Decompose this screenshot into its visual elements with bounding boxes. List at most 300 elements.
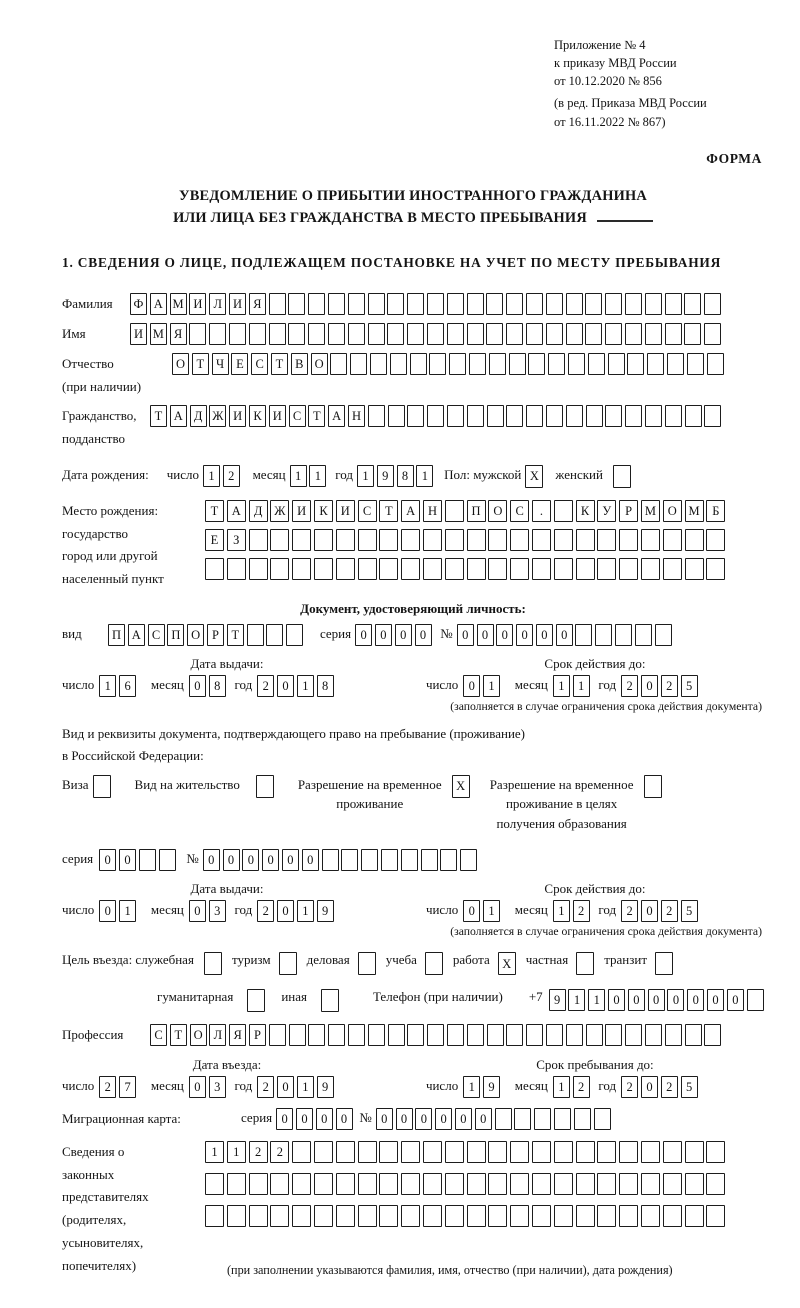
char-cell[interactable] [641, 1205, 660, 1227]
char-cell[interactable]: 0 [223, 849, 240, 871]
char-cell[interactable]: 0 [296, 1108, 313, 1130]
char-cell[interactable] [341, 849, 358, 871]
char-cell[interactable] [635, 624, 652, 646]
char-cell[interactable] [554, 1173, 573, 1195]
char-cell[interactable] [205, 1173, 224, 1195]
char-cell[interactable] [619, 558, 638, 580]
char-cell[interactable]: У [597, 500, 616, 522]
checkbox[interactable] [204, 952, 222, 975]
char-cell[interactable] [526, 293, 543, 315]
char-cell[interactable]: Д [190, 405, 207, 427]
char-cell[interactable]: И [189, 293, 206, 315]
char-cell[interactable] [554, 1141, 573, 1163]
char-cell[interactable] [407, 1024, 424, 1046]
char-cell[interactable] [663, 1173, 682, 1195]
char-cell[interactable] [401, 849, 418, 871]
char-cell[interactable]: 1 [463, 1076, 480, 1098]
char-cell[interactable] [423, 1205, 442, 1227]
char-cell[interactable]: 1 [297, 900, 314, 922]
char-cell[interactable]: 9 [317, 900, 334, 922]
char-cell[interactable]: М [641, 500, 660, 522]
char-cell[interactable]: А [150, 293, 167, 315]
char-cell[interactable] [510, 1173, 529, 1195]
char-cell[interactable]: 0 [455, 1108, 472, 1130]
char-cell[interactable] [139, 849, 156, 871]
char-cell[interactable] [685, 1141, 704, 1163]
char-cell[interactable] [528, 353, 545, 375]
checkbox[interactable] [644, 775, 662, 798]
char-cell[interactable]: О [663, 500, 682, 522]
char-cell[interactable]: Д [249, 500, 268, 522]
char-cell[interactable] [641, 529, 660, 551]
char-cell[interactable]: Т [192, 353, 209, 375]
char-cell[interactable]: 0 [355, 624, 372, 646]
char-cell[interactable] [663, 1141, 682, 1163]
char-cell[interactable] [445, 558, 464, 580]
char-cell[interactable] [506, 323, 523, 345]
char-cell[interactable]: М [685, 500, 704, 522]
char-cell[interactable] [665, 293, 682, 315]
char-cell[interactable] [706, 1141, 725, 1163]
char-cell[interactable]: И [292, 500, 311, 522]
char-cell[interactable] [645, 1024, 662, 1046]
char-cell[interactable] [209, 323, 226, 345]
char-cell[interactable]: 2 [573, 900, 590, 922]
char-cell[interactable] [488, 1173, 507, 1195]
char-cell[interactable]: О [172, 353, 189, 375]
char-cell[interactable] [597, 1173, 616, 1195]
char-cell[interactable] [467, 529, 486, 551]
char-cell[interactable] [361, 849, 378, 871]
char-cell[interactable]: 1 [309, 465, 326, 487]
char-cell[interactable]: Т [308, 405, 325, 427]
char-cell[interactable]: С [510, 500, 529, 522]
char-cell[interactable]: Я [249, 293, 266, 315]
char-cell[interactable] [685, 1024, 702, 1046]
char-cell[interactable]: 0 [415, 624, 432, 646]
char-cell[interactable]: О [187, 624, 204, 646]
char-cell[interactable] [619, 529, 638, 551]
char-cell[interactable] [594, 1108, 611, 1130]
char-cell[interactable] [595, 624, 612, 646]
char-cell[interactable] [330, 353, 347, 375]
char-cell[interactable] [506, 1024, 523, 1046]
char-cell[interactable] [488, 1141, 507, 1163]
char-cell[interactable] [289, 1024, 306, 1046]
char-cell[interactable] [314, 1173, 333, 1195]
char-cell[interactable] [510, 1141, 529, 1163]
char-cell[interactable] [488, 529, 507, 551]
char-cell[interactable] [687, 353, 704, 375]
char-cell[interactable]: 0 [707, 989, 724, 1011]
char-cell[interactable] [269, 1024, 286, 1046]
char-cell[interactable] [597, 1141, 616, 1163]
char-cell[interactable]: И [130, 323, 147, 345]
char-cell[interactable]: 0 [203, 849, 220, 871]
char-cell[interactable]: А [328, 405, 345, 427]
char-cell[interactable] [532, 529, 551, 551]
char-cell[interactable]: К [249, 405, 266, 427]
char-cell[interactable] [379, 529, 398, 551]
char-cell[interactable] [625, 323, 642, 345]
char-cell[interactable] [546, 323, 563, 345]
char-cell[interactable] [605, 405, 622, 427]
char-cell[interactable] [269, 293, 286, 315]
char-cell[interactable]: 0 [477, 624, 494, 646]
char-cell[interactable] [665, 405, 682, 427]
char-cell[interactable] [308, 1024, 325, 1046]
char-cell[interactable]: 0 [435, 1108, 452, 1130]
char-cell[interactable] [546, 405, 563, 427]
char-cell[interactable] [322, 849, 339, 871]
char-cell[interactable] [447, 405, 464, 427]
char-cell[interactable]: 0 [628, 989, 645, 1011]
char-cell[interactable]: С [289, 405, 306, 427]
char-cell[interactable]: 0 [276, 1108, 293, 1130]
char-cell[interactable] [704, 405, 721, 427]
char-cell[interactable] [605, 1024, 622, 1046]
char-cell[interactable] [388, 405, 405, 427]
char-cell[interactable]: И [229, 405, 246, 427]
char-cell[interactable] [314, 1205, 333, 1227]
char-cell[interactable] [328, 1024, 345, 1046]
char-cell[interactable] [269, 323, 286, 345]
char-cell[interactable] [292, 1141, 311, 1163]
char-cell[interactable]: И [269, 405, 286, 427]
char-cell[interactable] [489, 353, 506, 375]
checkbox[interactable] [425, 952, 443, 975]
char-cell[interactable] [597, 558, 616, 580]
char-cell[interactable]: 0 [667, 989, 684, 1011]
char-cell[interactable] [445, 1173, 464, 1195]
char-cell[interactable]: В [291, 353, 308, 375]
char-cell[interactable] [685, 558, 704, 580]
char-cell[interactable] [368, 293, 385, 315]
char-cell[interactable]: 2 [257, 675, 274, 697]
char-cell[interactable]: 9 [377, 465, 394, 487]
char-cell[interactable] [576, 1141, 595, 1163]
char-cell[interactable] [348, 1024, 365, 1046]
char-cell[interactable] [576, 1205, 595, 1227]
char-cell[interactable] [229, 323, 246, 345]
char-cell[interactable]: 2 [621, 900, 638, 922]
char-cell[interactable] [388, 1024, 405, 1046]
char-cell[interactable]: С [358, 500, 377, 522]
char-cell[interactable] [292, 558, 311, 580]
char-cell[interactable] [747, 989, 764, 1011]
char-cell[interactable]: 0 [189, 675, 206, 697]
char-cell[interactable] [249, 1205, 268, 1227]
char-cell[interactable] [532, 1205, 551, 1227]
char-cell[interactable] [597, 1205, 616, 1227]
char-cell[interactable] [370, 353, 387, 375]
char-cell[interactable]: 1 [553, 900, 570, 922]
char-cell[interactable] [532, 1173, 551, 1195]
char-cell[interactable] [554, 558, 573, 580]
char-cell[interactable]: Т [205, 500, 224, 522]
char-cell[interactable]: Р [207, 624, 224, 646]
char-cell[interactable] [292, 1205, 311, 1227]
char-cell[interactable] [358, 558, 377, 580]
char-cell[interactable] [227, 1205, 246, 1227]
char-cell[interactable] [440, 849, 457, 871]
char-cell[interactable] [288, 293, 305, 315]
char-cell[interactable]: Ч [212, 353, 229, 375]
char-cell[interactable] [684, 293, 701, 315]
char-cell[interactable] [292, 1173, 311, 1195]
char-cell[interactable] [423, 1173, 442, 1195]
char-cell[interactable]: 0 [641, 1076, 658, 1098]
char-cell[interactable]: 1 [553, 1076, 570, 1098]
char-cell[interactable] [368, 1024, 385, 1046]
char-cell[interactable] [704, 1024, 721, 1046]
char-cell[interactable] [627, 353, 644, 375]
char-cell[interactable]: 2 [621, 675, 638, 697]
char-cell[interactable]: 2 [257, 1076, 274, 1098]
char-cell[interactable] [706, 529, 725, 551]
char-cell[interactable] [685, 405, 702, 427]
char-cell[interactable] [585, 293, 602, 315]
char-cell[interactable]: 5 [681, 900, 698, 922]
char-cell[interactable] [619, 1173, 638, 1195]
char-cell[interactable] [249, 323, 266, 345]
char-cell[interactable]: Н [423, 500, 442, 522]
char-cell[interactable] [546, 293, 563, 315]
char-cell[interactable]: И [336, 500, 355, 522]
char-cell[interactable]: 0 [119, 849, 136, 871]
char-cell[interactable] [645, 293, 662, 315]
char-cell[interactable]: 0 [376, 1108, 393, 1130]
char-cell[interactable] [205, 558, 224, 580]
char-cell[interactable]: 2 [621, 1076, 638, 1098]
char-cell[interactable]: 0 [396, 1108, 413, 1130]
char-cell[interactable]: 1 [357, 465, 374, 487]
char-cell[interactable] [358, 1173, 377, 1195]
char-cell[interactable] [510, 529, 529, 551]
char-cell[interactable] [308, 293, 325, 315]
char-cell[interactable]: А [128, 624, 145, 646]
char-cell[interactable] [467, 1141, 486, 1163]
char-cell[interactable]: П [108, 624, 125, 646]
char-cell[interactable] [625, 1024, 642, 1046]
char-cell[interactable] [706, 558, 725, 580]
char-cell[interactable]: 0 [687, 989, 704, 1011]
char-cell[interactable]: 1 [483, 900, 500, 922]
char-cell[interactable] [227, 1173, 246, 1195]
char-cell[interactable]: 3 [209, 900, 226, 922]
char-cell[interactable] [534, 1108, 551, 1130]
char-cell[interactable]: 1 [416, 465, 433, 487]
char-cell[interactable] [379, 1173, 398, 1195]
char-cell[interactable] [647, 353, 664, 375]
char-cell[interactable]: 2 [661, 900, 678, 922]
char-cell[interactable] [510, 558, 529, 580]
char-cell[interactable]: Ф [130, 293, 147, 315]
char-cell[interactable] [336, 1141, 355, 1163]
char-cell[interactable]: П [167, 624, 184, 646]
char-cell[interactable] [566, 293, 583, 315]
char-cell[interactable] [368, 323, 385, 345]
char-cell[interactable]: 1 [483, 675, 500, 697]
char-cell[interactable] [270, 529, 289, 551]
char-cell[interactable] [663, 529, 682, 551]
char-cell[interactable] [576, 1173, 595, 1195]
char-cell[interactable] [704, 323, 721, 345]
char-cell[interactable]: Р [619, 500, 638, 522]
char-cell[interactable]: 2 [661, 1076, 678, 1098]
char-cell[interactable]: М [170, 293, 187, 315]
char-cell[interactable] [707, 353, 724, 375]
checkbox[interactable]: X [498, 952, 516, 975]
char-cell[interactable] [706, 1173, 725, 1195]
char-cell[interactable] [645, 323, 662, 345]
char-cell[interactable] [358, 529, 377, 551]
char-cell[interactable] [526, 1024, 543, 1046]
char-cell[interactable] [548, 353, 565, 375]
char-cell[interactable]: 2 [661, 675, 678, 697]
char-cell[interactable]: 0 [556, 624, 573, 646]
char-cell[interactable] [358, 1205, 377, 1227]
char-cell[interactable]: Р [249, 1024, 266, 1046]
char-cell[interactable] [358, 1141, 377, 1163]
char-cell[interactable] [554, 529, 573, 551]
char-cell[interactable]: 2 [257, 900, 274, 922]
char-cell[interactable]: 0 [463, 675, 480, 697]
char-cell[interactable] [506, 293, 523, 315]
char-cell[interactable] [336, 529, 355, 551]
char-cell[interactable] [445, 1205, 464, 1227]
char-cell[interactable] [288, 323, 305, 345]
char-cell[interactable]: З [227, 529, 246, 551]
char-cell[interactable] [532, 1141, 551, 1163]
char-cell[interactable] [597, 529, 616, 551]
checkbox[interactable]: X [452, 775, 470, 798]
checkbox[interactable] [358, 952, 376, 975]
char-cell[interactable]: А [170, 405, 187, 427]
char-cell[interactable] [566, 1024, 583, 1046]
char-cell[interactable]: 0 [282, 849, 299, 871]
char-cell[interactable] [407, 293, 424, 315]
char-cell[interactable] [447, 1024, 464, 1046]
char-cell[interactable] [467, 1173, 486, 1195]
char-cell[interactable] [427, 1024, 444, 1046]
char-cell[interactable] [427, 405, 444, 427]
char-cell[interactable] [292, 529, 311, 551]
char-cell[interactable] [410, 353, 427, 375]
char-cell[interactable] [336, 1205, 355, 1227]
checkbox[interactable] [256, 775, 274, 798]
char-cell[interactable]: Е [231, 353, 248, 375]
char-cell[interactable] [328, 323, 345, 345]
char-cell[interactable] [586, 405, 603, 427]
char-cell[interactable] [605, 323, 622, 345]
char-cell[interactable]: С [148, 624, 165, 646]
char-cell[interactable] [286, 624, 303, 646]
char-cell[interactable] [554, 500, 573, 522]
char-cell[interactable] [641, 1141, 660, 1163]
char-cell[interactable]: 3 [209, 1076, 226, 1098]
char-cell[interactable]: 0 [262, 849, 279, 871]
char-cell[interactable] [641, 1173, 660, 1195]
char-cell[interactable]: 0 [415, 1108, 432, 1130]
char-cell[interactable] [625, 293, 642, 315]
char-cell[interactable] [447, 293, 464, 315]
char-cell[interactable] [568, 353, 585, 375]
char-cell[interactable] [665, 323, 682, 345]
char-cell[interactable]: Л [209, 293, 226, 315]
char-cell[interactable] [645, 405, 662, 427]
char-cell[interactable]: Б [706, 500, 725, 522]
char-cell[interactable]: 0 [496, 624, 513, 646]
char-cell[interactable]: М [150, 323, 167, 345]
char-cell[interactable] [685, 529, 704, 551]
char-cell[interactable]: 0 [277, 1076, 294, 1098]
char-cell[interactable]: 2 [99, 1076, 116, 1098]
char-cell[interactable] [387, 293, 404, 315]
char-cell[interactable] [488, 558, 507, 580]
char-cell[interactable]: 0 [536, 624, 553, 646]
char-cell[interactable] [314, 529, 333, 551]
char-cell[interactable] [467, 293, 484, 315]
char-cell[interactable]: 0 [242, 849, 259, 871]
char-cell[interactable]: 0 [189, 900, 206, 922]
char-cell[interactable] [574, 1108, 591, 1130]
char-cell[interactable] [509, 353, 526, 375]
char-cell[interactable]: 0 [641, 675, 658, 697]
char-cell[interactable] [249, 1173, 268, 1195]
char-cell[interactable] [390, 353, 407, 375]
char-cell[interactable]: . [532, 500, 551, 522]
char-cell[interactable]: 8 [209, 675, 226, 697]
char-cell[interactable]: 0 [189, 1076, 206, 1098]
char-cell[interactable]: 0 [648, 989, 665, 1011]
char-cell[interactable] [421, 849, 438, 871]
char-cell[interactable] [663, 1205, 682, 1227]
char-cell[interactable] [486, 293, 503, 315]
char-cell[interactable]: К [576, 500, 595, 522]
char-cell[interactable] [401, 1141, 420, 1163]
char-cell[interactable] [685, 1205, 704, 1227]
char-cell[interactable]: 9 [317, 1076, 334, 1098]
checkbox[interactable] [613, 465, 631, 488]
char-cell[interactable]: Н [348, 405, 365, 427]
char-cell[interactable] [510, 1205, 529, 1227]
char-cell[interactable]: 5 [681, 675, 698, 697]
char-cell[interactable]: 8 [317, 675, 334, 697]
char-cell[interactable]: 2 [249, 1141, 268, 1163]
char-cell[interactable] [270, 1173, 289, 1195]
char-cell[interactable] [684, 323, 701, 345]
char-cell[interactable]: Т [271, 353, 288, 375]
char-cell[interactable]: 2 [270, 1141, 289, 1163]
char-cell[interactable] [387, 323, 404, 345]
char-cell[interactable] [336, 558, 355, 580]
char-cell[interactable] [605, 293, 622, 315]
checkbox[interactable] [576, 952, 594, 975]
char-cell[interactable] [328, 293, 345, 315]
checkbox[interactable] [321, 989, 339, 1012]
char-cell[interactable] [588, 353, 605, 375]
char-cell[interactable] [449, 353, 466, 375]
char-cell[interactable] [350, 353, 367, 375]
char-cell[interactable] [379, 1141, 398, 1163]
char-cell[interactable] [469, 353, 486, 375]
char-cell[interactable]: Т [170, 1024, 187, 1046]
char-cell[interactable] [526, 323, 543, 345]
char-cell[interactable] [460, 849, 477, 871]
char-cell[interactable] [348, 293, 365, 315]
char-cell[interactable] [514, 1108, 531, 1130]
